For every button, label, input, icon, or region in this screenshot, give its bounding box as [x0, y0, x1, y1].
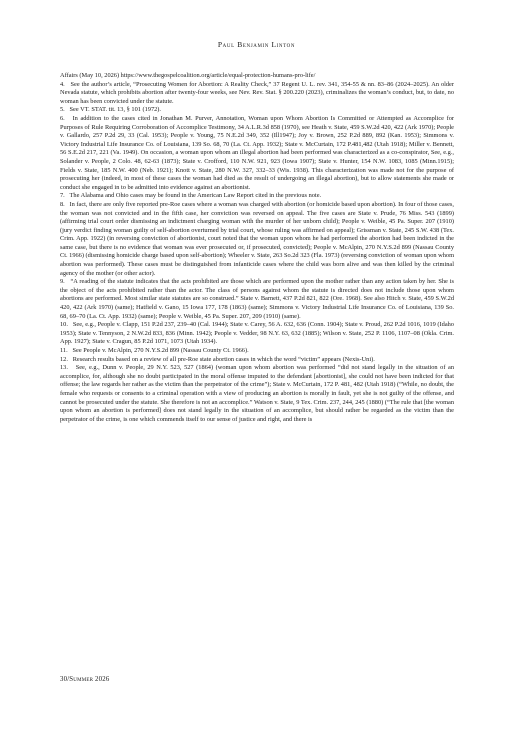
endnote-9: 9. “A reading of the statute indicates that the acts prohibited are those which are performed upon the mother rather than any action taken by her. She is the object of the acts prohibited rather than the actor. The class of persons against whom the statute is directed does not include those upon whom abortions are performed. Most similar state statutes are so construed.” State v. Barnett, 437 P.2d 821, 822 (Ore. 1968). See also Hitch v. State, 459 S.W.2d 420, 422 (Ark 1970) (same); Hatfield v. Gano, 15 Iowa 177, 178 (1863) (same); Simmons v. Victory Industrial Life Insurance Co. of Louisiana, 139 So. 68, 69–70 (La. Ct. App. 1932) (same); People v. Weible, 45 Pa. Super. 207, 209 (1910) (same).	[60, 278, 454, 320]
endnote-6: 6. In addition to the cases cited in Jonathan M. Purver, Annotation, Woman upon Whom Abortion Is Committed or Attempted as Accomplice for Purposes of Rule Requiring Corroboration of Accomplice Testimony, 34 A.L.R.3d 858 (1970), see Heath v. State, 459 S.W.2d 420, 422 (Ark 1970); People v. Gallardo, 257 P.2d 29, 33 (Cal. 1953); People v. Young, 75 N.E.2d 349, 352 (Ill1947); Joy v. Brown, 252 P.2d 889, 892 (Kan. 1953); Simmons v. Victory Industrial Life Insurance Co. of Louisiana, 139 So. 68, 70 (La. Ct. App. 1932); State v. McCurtain, 172 P.481,482 (Utah 1918); Miller v. Bennett, 56 S.E.2d 217, 221 (Va. 1949). On occasion, a woman upon whom an illegal abortion had been performed was characterized as a co-conspirator, See, e.g., Solander v. People, 2 Colo. 48, 62-63 (1873); State v. Crofford, 110 N.W. 921, 923 (Iowa 1907); State v. Hunter, 154 N.W. 1083, 1085 (Minn.1915); Fields v. State, 185 N.W. 400 (Neb. 1921); Knott v. State, 280 N.W. 327, 332–33 (Wis. 1938). This characterization was made not for the purpose of prosecuting her (indeed, in most of these cases the woman had died as the result of undergoing an illegal abortion), but to allow statements she made or conduct she engaged in to be admitted into evidence against an abortionist.	[60, 114, 454, 191]
endnote-8: 8. In fact, there are only five reported pre-Roe cases where a woman was charged with abortion (or homicide based upon abortion). In four of those cases, the woman was not convicted and in the fifth case, her conviction was reversed on appeal. The five cases are State v. Prude, 76 Miss. 543 (1899) (affirming trial court order dismissing an indictment charging woman with the murder of her unborn child); People v. Weible, 45 Pa. Super. 207 (1910) (jury verdict finding woman guilty of self-abortion overturned by trial court, whose ruling was affirmed on appeal); Grissman v. State, 245 S.W. 438 (Tex. Crim. App. 1922) (in reversing conviction of abortionist, court noted that the woman upon whom he had performed the abortion had been indicted in the same case, but there is no evidence that woman was ever prosecuted or, if prosecuted, convicted); People v. McAlpin, 270 N.Y.S.2d 899 (Nassau County Ct. 1966) (dismissing homicide charge based upon self-abortion); Wheeler v. State, 263 So.2d 323 (Fla. 1973) (reversing conviction of woman upon whom abortion was performed). These cases must be distinguished from infanticide cases where the child was born alive and was then killed by the criminal agency of the mother (or other actor).	[60, 200, 455, 277]
page-footer: 30/Summer 2026	[60, 676, 110, 683]
endnote-continued: Affairs (May 10, 2026) https://www.thegospelcoalition.org/article/equal-protection-humans-pro-life/	[60, 72, 316, 79]
endnote-4: 4. See the author’s article, “Prosecuting Women for Abortion: A Reality Check,” 37 Regent U. L. rev. 341, 354-55 & nn. 83–86 (2024–2025). An older Nevada statute, which prohibits abortion after twenty-four weeks, see Nev. Rev. Stat. § 200.220 (2023), criminalizes the woman’s conduct, but, to date, no woman has been convicted under the statute.	[60, 80, 454, 105]
running-head: Paul Benjamin Linton	[217, 40, 296, 49]
endnote-11: 11. See People v. McAlpin, 270 N.Y.S.2d 899 (Nassau County Ct. 1966).	[60, 347, 249, 354]
endnote-13: 13. See, e.g., Dunn v. People, 29 N.Y. 523, 527 (1864) (woman upon whom abortion was performed “did not stand legally in the situation of an accomplice, for, although she no doubt participated in the moral offense imputed to the defendant [abortionist], she could not have been indicted for that offense; the law regards her rather as the victim than the perpetrator of the crime”); State v. McCurtain, 172 P. 481, 482 (Utah 1918) (“While, no doubt, the female who requests or consents to a criminal operation with a view of producing an abortion is morally in fault, yet she is not guilty of the offense, and cannot be prosecuted under the statute. She therefore is not an accomplice.” Watson v. State, 9 Tex. Crim. 237, 244, 245 (1880) (“The rule that [the woman upon whom an abortion is performed] does not stand legally in the situation of an accomplice, but should rather be regarded as the victim than the perpetrator of the crime, is one which commends itself to our sense of justice and right, and there is	[60, 364, 455, 423]
endnote-12: 12. Research results based on a review of all pre-Roe state abortion cases in which the word “victim” appears (Nexis-Uni).	[60, 355, 375, 363]
endnote-7: 7. The Alabama and Ohio cases may be found in the American Law Report cited in the previous note.	[60, 192, 322, 200]
endnote-5: 5. See VT. STAT. tit. 13, § 101 (1972).	[60, 106, 161, 114]
endnote-10: 10. See, e.g., People v. Clapp, 151 P.2d 237, 239–40 (Cal. 1944); State v. Carey, 56 A. 632, 636 (Conn. 1904); State v. Proud, 262 P.2d 1016, 1019 (Idaho 1953); State v. Tennyson, 2 N.W.2d 833, 836 (Minn. 1942); People v. Vedder, 98 N.Y. 63, 632 (1885); Wilson v. State, 252 P. 1106, 1107–08 (Okla. Crim. App. 1927); State v. Cragun, 85 P.2d 1071, 1073 (Utah 1934).	[60, 321, 454, 346]
endnotes	[60, 72, 454, 424]
